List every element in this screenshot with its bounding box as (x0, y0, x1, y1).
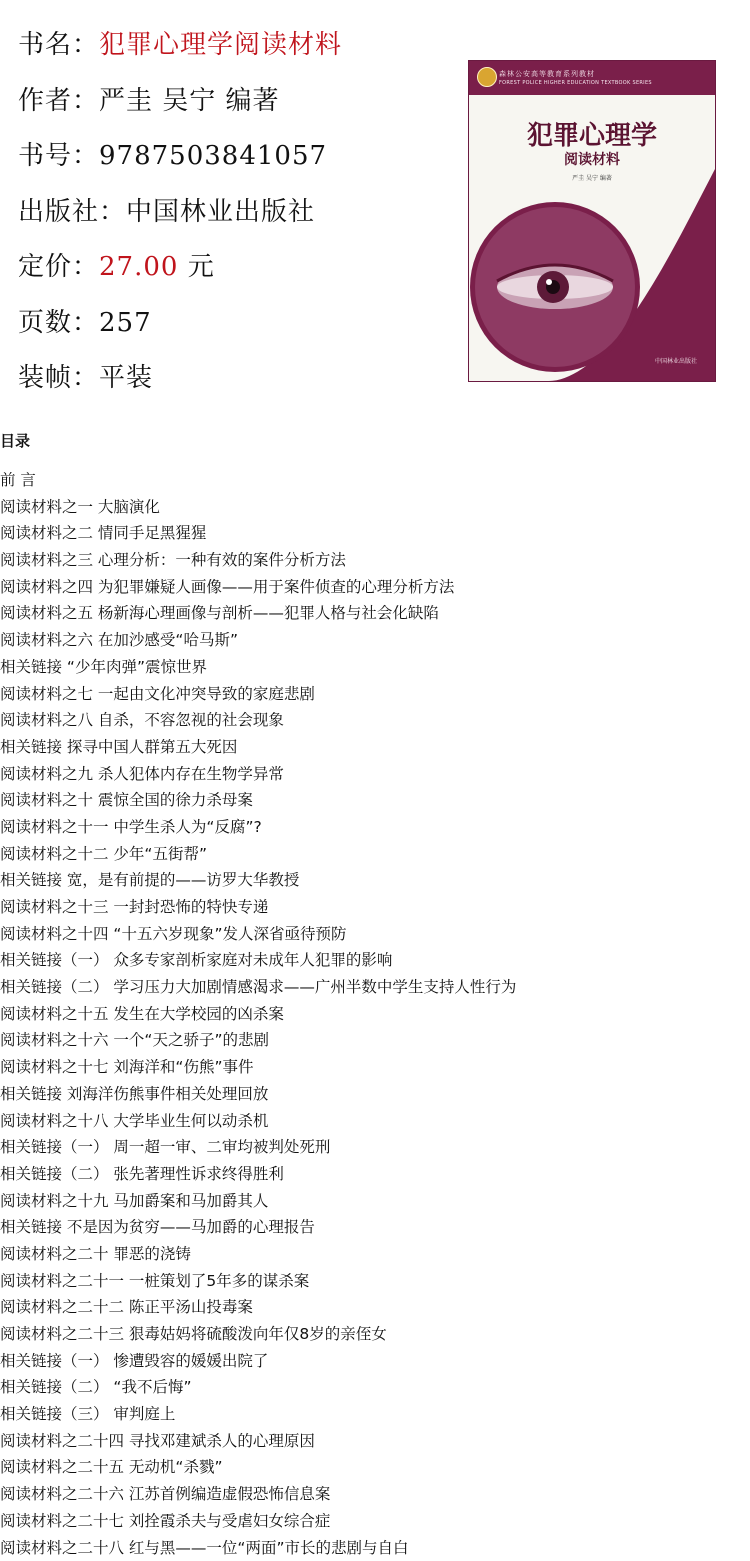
isbn-row (18, 129, 458, 185)
toc-item: 阅读材料之七 一起由文化冲突导致的家庭悲剧 (0, 681, 516, 708)
author-row (18, 74, 458, 130)
toc-item: 阅读材料之二十六 江苏首例编造虚假恐怖信息案 (0, 1481, 516, 1508)
toc-item: 相关链接（一） 惨遭毁容的媛媛出院了 (0, 1348, 516, 1375)
toc-item: 阅读材料之十五 发生在大学校园的凶杀案 (0, 1001, 516, 1028)
pages-value: 257 (99, 308, 152, 338)
pages-row (18, 296, 458, 352)
title-label: 书名： (18, 30, 99, 60)
toc-item: 阅读材料之二十二 陈正平汤山投毒案 (0, 1294, 516, 1321)
toc-item: 相关链接 刘海洋伤熊事件相关处理回放 (0, 1081, 516, 1108)
toc-item: 阅读材料之二 情同手足黑猩猩 (0, 520, 516, 547)
toc-item: 阅读材料之二十五 无动机“杀戮” (0, 1454, 516, 1481)
cover-eye-artwork (469, 169, 715, 381)
toc-item: 阅读材料之一 大脑演化 (0, 494, 516, 521)
toc-item: 阅读材料之十二 少年“五街帮” (0, 841, 516, 868)
toc-item: 阅读材料之十九 马加爵案和马加爵其人 (0, 1188, 516, 1215)
price-value: 27.00 (99, 252, 178, 282)
police-emblem-icon (477, 67, 497, 87)
toc-item: 阅读材料之六 在加沙感受“哈马斯” (0, 627, 516, 654)
toc-item: 阅读材料之十三 一封封恐怖的特快专递 (0, 894, 516, 921)
toc-item: 阅读材料之九 杀人犯体内存在生物学异常 (0, 761, 516, 788)
book-info-panel (18, 18, 458, 407)
binding-label: 装帧： (18, 363, 99, 393)
toc-list (0, 467, 516, 1561)
toc-item: 阅读材料之二十八 红与黑——一位“两面”市长的悲剧与自白 (0, 1535, 516, 1561)
toc-item: 阅读材料之二十四 寻找邓建斌杀人的心理原因 (0, 1428, 516, 1455)
toc-item: 阅读材料之十七 刘海洋和“伤熊”事件 (0, 1054, 516, 1081)
isbn-value: 9787503841057 (99, 141, 327, 171)
publisher-row (18, 185, 458, 241)
title-value: 犯罪心理学阅读材料 (99, 30, 342, 60)
cover-authors: 严圭 吴宁 编著 (469, 173, 715, 182)
toc-item: 相关链接（一） 周一超一审、二审均被判处死刑 (0, 1134, 516, 1161)
price-label: 定价： (18, 252, 99, 282)
isbn-label: 书号： (18, 141, 99, 171)
publisher-value: 中国林业出版社 (126, 197, 315, 227)
binding-value: 平装 (99, 363, 153, 393)
toc-item: 阅读材料之十一 中学生杀人为“反腐”? (0, 814, 516, 841)
cover-series-en: FOREST POLICE HIGHER EDUCATION TEXTBOOK SERIES (499, 80, 652, 86)
author-value: 严圭 吴宁 编著 (99, 86, 280, 116)
toc-item: 阅读材料之二十 罪恶的浇铸 (0, 1241, 516, 1268)
table-of-contents (0, 426, 750, 456)
cover-title: 犯罪心理学 (469, 115, 715, 152)
toc-item: 相关链接（二） 张先著理性诉求终得胜利 (0, 1161, 516, 1188)
cover-series-cn: 森林公安高等教育系列教材 (499, 69, 595, 79)
price-unit: 元 (178, 252, 214, 282)
price-row (18, 240, 458, 296)
toc-item: 相关链接（一） 众多专家剖析家庭对未成年人犯罪的影响 (0, 947, 516, 974)
toc-item: 阅读材料之二十三 狠毒姑妈将硫酸泼向年仅8岁的亲侄女 (0, 1321, 516, 1348)
cover-series-band (469, 61, 715, 91)
toc-item: 阅读材料之三 心理分析：一种有效的案件分析方法 (0, 547, 516, 574)
pages-label: 页数： (18, 308, 99, 338)
toc-item: 相关链接 不是因为贫穷——马加爵的心理报告 (0, 1214, 516, 1241)
toc-item: 阅读材料之二十一 一桩策划了5年多的谋杀案 (0, 1268, 516, 1295)
toc-item: 阅读材料之五 杨新海心理画像与剖析——犯罪人格与社会化缺陷 (0, 600, 516, 627)
toc-item: 阅读材料之四 为犯罪嫌疑人画像——用于案件侦查的心理分析方法 (0, 574, 516, 601)
toc-item: 相关链接（二） “我不后悔” (0, 1374, 516, 1401)
toc-item: 阅读材料之八 自杀，不容忽视的社会现象 (0, 707, 516, 734)
toc-item: 阅读材料之十八 大学毕业生何以动杀机 (0, 1108, 516, 1135)
cover-publisher: 中国林业出版社 (655, 356, 697, 365)
author-label: 作者： (18, 86, 99, 116)
title-row (18, 18, 458, 74)
book-cover-image (469, 61, 715, 381)
toc-heading: 目录 (0, 426, 750, 456)
binding-row (18, 351, 458, 407)
toc-item: 阅读材料之十四 “十五六岁现象”发人深省亟待预防 (0, 921, 516, 948)
cover-subtitle: 阅读材料 (469, 149, 715, 169)
toc-item: 阅读材料之二十七 刘拴霞杀夫与受虐妇女综合症 (0, 1508, 516, 1535)
toc-item: 相关链接（三） 审判庭上 (0, 1401, 516, 1428)
toc-item: 相关链接 探寻中国人群第五大死因 (0, 734, 516, 761)
toc-item: 前 言 (0, 467, 516, 494)
toc-item: 相关链接 “少年肉弹”震惊世界 (0, 654, 516, 681)
toc-item: 阅读材料之十六 一个“天之骄子”的悲剧 (0, 1027, 516, 1054)
toc-item: 相关链接（二） 学习压力大加剧情感渴求——广州半数中学生支持人性行为 (0, 974, 516, 1001)
toc-item: 相关链接 宽，是有前提的——访罗大华教授 (0, 867, 516, 894)
toc-item: 阅读材料之十 震惊全国的徐力杀母案 (0, 787, 516, 814)
publisher-label: 出版社： (18, 197, 126, 227)
